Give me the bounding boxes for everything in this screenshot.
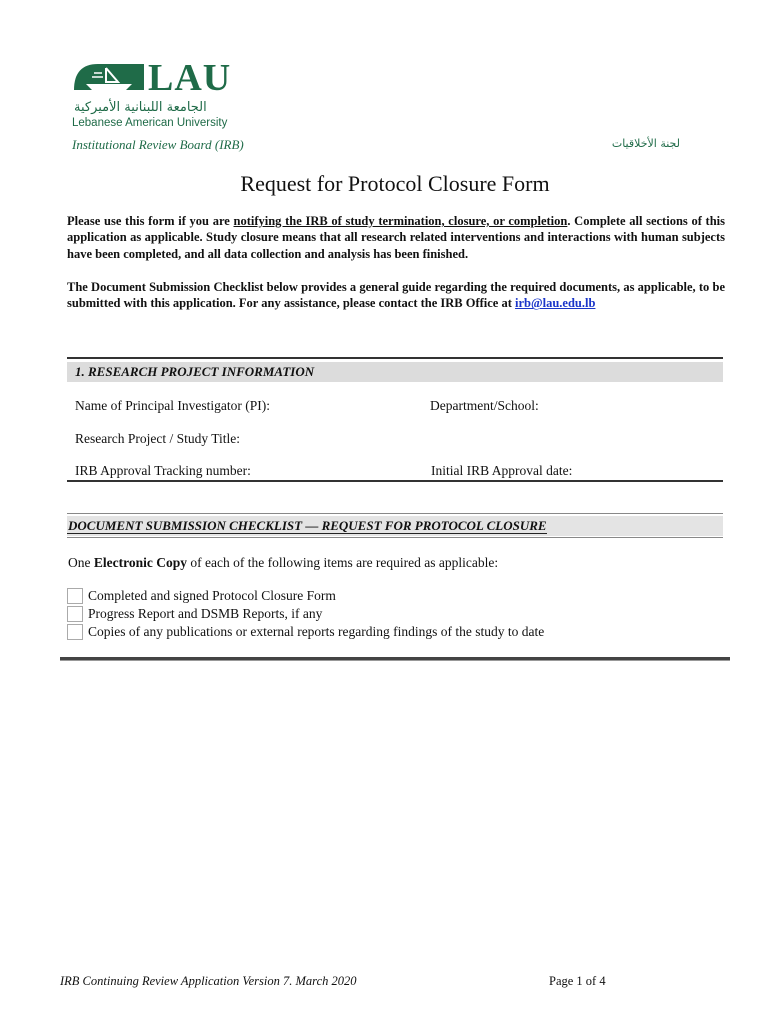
checklist-guide-paragraph xyxy=(67,279,725,312)
study-title-label: Research Project / Study Title: xyxy=(75,431,240,446)
department-label: Department/School: xyxy=(430,398,539,413)
checklist-lead-prefix: One xyxy=(68,555,94,570)
intro-text-1: Please use this form if you are xyxy=(67,214,234,228)
irb-email-link[interactable]: irb@lau.edu.lb xyxy=(515,296,596,311)
checklist-heading-rule xyxy=(67,537,723,538)
publications-checkbox[interactable] xyxy=(67,624,83,640)
checklist-bottom-rule xyxy=(60,657,730,661)
intro-paragraph xyxy=(67,213,725,262)
ship-emblem-icon xyxy=(72,60,146,96)
checklist-item-label: Progress Report and DSMB Reports, if any xyxy=(88,606,323,621)
checklist-item-label: Completed and signed Protocol Closure Form xyxy=(88,588,336,603)
irb-title: Institutional Review Board (IRB) xyxy=(72,137,244,152)
electronic-copy-text: Electronic Copy xyxy=(93,555,187,570)
logo-lau-text: LAU xyxy=(148,57,232,99)
footer-version: IRB Continuing Review Application Version 7. March 2020 xyxy=(60,974,357,988)
checklist-item xyxy=(67,623,544,641)
checklist-heading xyxy=(67,516,723,536)
checklist-lead-suffix: of each of the following items are required as applicable: xyxy=(187,555,499,570)
checklist-lead-text xyxy=(68,555,498,571)
closure-form-checkbox[interactable] xyxy=(67,588,83,604)
footer-page-number: Page 1 of 4 xyxy=(549,974,606,988)
section1-heading xyxy=(67,362,723,382)
checklist-item xyxy=(67,605,322,623)
checklist-top-rule xyxy=(67,513,723,514)
section1-top-rule xyxy=(67,357,723,359)
lau-logo xyxy=(72,57,242,129)
logo-arabic-name: الجامعة اللبنانية الأميركية xyxy=(74,100,207,115)
checklist-item-label: Copies of any publications or external reports regarding findings of the study to date xyxy=(88,624,545,639)
intro-underlined-text: notifying the IRB of study termination, closure, or completion xyxy=(233,214,568,228)
checklist-item xyxy=(67,587,336,605)
logo-english-name: Lebanese American University xyxy=(72,117,228,129)
progress-report-checkbox[interactable] xyxy=(67,606,83,622)
section1-bottom-rule xyxy=(67,480,723,482)
checklist-heading-text: DOCUMENT SUBMISSION CHECKLIST — REQUEST FOR PROTOCOL CLOSURE xyxy=(68,518,547,533)
pi-name-label: Name of Principal Investigator (PI): xyxy=(75,398,270,413)
irb-arabic-title: لجنة الأخلاقيات xyxy=(611,137,680,150)
tracking-number-label: IRB Approval Tracking number: xyxy=(75,463,251,478)
checklist-guide-text: The Document Submission Checklist below provides a general guide regarding the required documents, as applicable, to be submitted with this application. For any assistance, please contact the IRB Office at xyxy=(67,280,725,311)
form-title: Request for Protocol Closure Form xyxy=(240,171,550,196)
approval-date-label: Initial IRB Approval date: xyxy=(431,463,573,478)
intro-text-2: . Complete all sections of this application as applicable. Study closure means that all research related interventions and interactions with human subjects have been completed, and all data collection and analysis has been finished. xyxy=(67,214,725,261)
section1-heading-text: 1. RESEARCH PROJECT INFORMATION xyxy=(75,364,315,379)
